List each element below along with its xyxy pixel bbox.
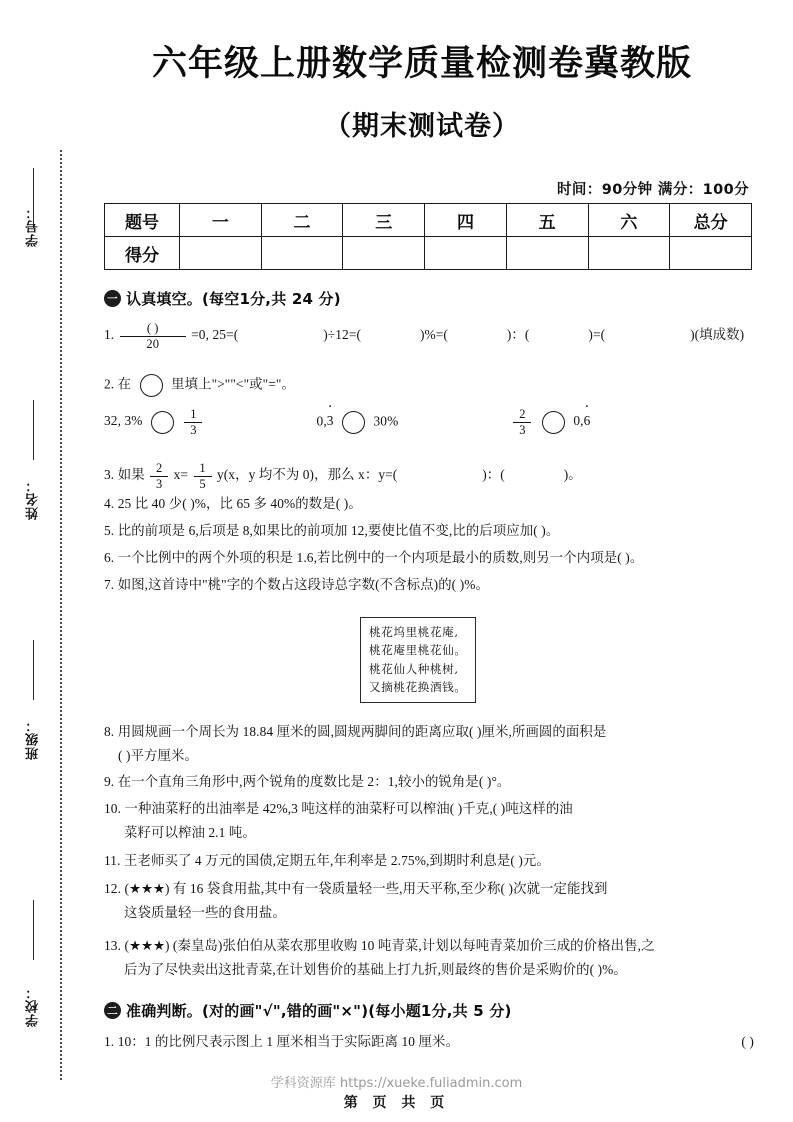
score-cell-2[interactable] [261,237,343,270]
score-table-col-1: 一 [180,204,262,237]
question-7 [104,575,754,594]
section-heading-text: 准确判断。(对的画"√",错的画"×")(每小题1分,共 5 分) [126,1002,512,1020]
score-table [104,203,752,270]
question-12-line-2 [124,903,774,922]
site-watermark: 学科资源库 https://xueke.fuliadmin.com [270,1076,523,1091]
question-7-number: 7. [104,577,115,592]
seal-field-student-id [14,205,54,252]
score-table-col-4: 四 [425,204,507,237]
poem-line: 桃花仙人种桃树, [369,661,459,676]
question-11-number: 11. [104,853,121,868]
judge-question-1 [104,1032,754,1051]
sealing-dotted-line [60,150,62,1080]
repeating-decimal-digit: 6 · [584,411,591,430]
answer-circle[interactable] [542,411,565,434]
question-2-text-b: 里填上">""<"或"="。 [171,376,295,392]
question-13-text-line-1: (秦皇岛)张伯伯从菜农那里收购 10 吨青菜,计划以每吨青菜加价三成的价格出售,之 [172,938,655,953]
seal-label-text: 学校： [25,985,41,1027]
judge-question-1-number: 1. [104,1034,115,1049]
seal-rule [33,900,34,960]
seal-field-school [14,985,54,1032]
question-5-number: 5. [104,523,115,538]
question-3-text-a: 如果 [117,467,145,483]
question-1-part-6: )(填成数) [690,327,745,343]
comparison-3-right-int: 0, [573,413,584,429]
question-12-line-1 [104,879,754,898]
score-table-col-2: 二 [261,204,343,237]
poem-figure [360,617,476,703]
difficulty-stars: (★★★) [124,938,170,953]
question-10-line-2 [124,823,774,842]
question-2-text-a: 在 [117,376,132,392]
question-8-text-line-2: ( )平方厘米。 [118,748,199,763]
question-10-number: 10. [104,801,122,816]
score-table-col-3: 三 [343,204,425,237]
question-12-text-line-1: 有 16 袋食用盐,其中有一袋质量轻一些,用天平称,至少称( )次就一定能找到 [172,881,608,896]
answer-circle[interactable] [151,411,174,434]
question-11-text: 王老师买了 4 万元的国债,定期五年,年利率是 2.75%,到期时利息是( )元。 [124,853,550,868]
question-1-part-5: )=( [588,327,606,343]
question-1-part-2: )÷12=( [323,327,362,343]
score-cell-5[interactable] [506,237,588,270]
section-header-fill-blank [104,288,341,309]
question-3 [104,462,754,490]
question-8-number: 8. [104,724,115,739]
difficulty-stars: (★★★) [124,881,170,896]
section-heading-text: 认真填空。(每空1分,共 24 分) [126,290,341,308]
answer-circle[interactable] [342,411,365,434]
section-marker-one: 一 [104,290,121,307]
question-4-number: 4. [104,496,115,511]
question-1-part-3: )%=( [419,327,448,343]
question-9-number: 9. [104,774,115,789]
repeating-decimal-digit: 3 · [327,411,334,430]
comparison-2-right: 30% [373,413,399,429]
score-table-label-number: 题号 [105,204,180,237]
question-2-comparisons [104,408,754,436]
comparison-1-right-fraction [184,408,202,436]
sealing-strip [0,0,72,1122]
question-13-line-1 [104,936,754,955]
fraction-denominator: 3 [519,422,526,437]
seal-rule [33,400,34,460]
question-10-text-line-2: 菜籽可以榨油 2.1 吨。 [124,825,256,840]
section-marker-two: 二 [104,1002,121,1019]
seal-label-text: 班级： [25,718,41,760]
question-4 [104,494,754,513]
score-cell-6[interactable] [588,237,670,270]
score-table-col-5: 五 [506,204,588,237]
question-10-line-1 [104,799,754,818]
judge-answer-paren[interactable]: ( ) [741,1034,754,1049]
question-12-number: 12. [104,881,122,896]
question-11 [104,851,754,870]
question-6-number: 6. [104,550,115,565]
question-1-number: 1. [104,327,115,343]
fraction-two-thirds [150,462,168,490]
fraction-numerator[interactable]: ( ) [120,322,186,337]
score-cell-total[interactable] [670,237,752,270]
question-3-text-e: )。 [563,467,582,483]
score-cell-3[interactable] [343,237,425,270]
fraction-denominator: 20 [146,336,160,351]
exam-meta: 时间：90分钟 满分：100分 [557,182,749,198]
page-title: 六年级上册数学质量检测卷冀教版 [151,44,692,84]
comparison-1-left: 32, 3% [104,413,143,429]
question-6-text: 一个比例中的两个外项的积是 1.6,若比例中的一个内项是最小的质数,则另一个内项是( )。 [117,550,644,565]
judge-question-1-text: 10：1 的比例尺表示图上 1 厘米相当于实际距离 10 厘米。 [117,1034,460,1049]
fraction-one-fifth [194,462,212,490]
question-3-number: 3. [104,467,115,483]
fraction-numerator: 1 [194,462,212,477]
question-2 [104,374,754,397]
question-1-part-1: =0, 25=( [191,327,239,343]
question-3-text-d: )：( [482,467,505,483]
seal-field-name [14,478,54,525]
question-3-text-c: y(x，y 均不为 0)，那么 x：y=( [216,467,398,483]
question-1 [104,322,754,350]
question-13-text-line-2: 后为了尽快卖出这批青菜,在计划售价的基础上打九折,则最终的售价是采购价的( )%。 [124,962,627,977]
question-10-text-line-1: 一种油菜籽的出油率是 42%,3 吨这样的油菜籽可以榨油( )千克,( )吨这样的油 [124,801,573,816]
question-3-text-b: x= [173,467,189,483]
score-cell-1[interactable] [180,237,262,270]
question-8-line-1 [104,722,754,741]
poem-line: 桃花坞里桃花庵, [369,625,459,639]
question-5-text: 比的前项是 6,后项是 8,如果比的前项加 12,要使比值不变,比的后项应加( )。 [117,523,560,538]
comparison-2 [257,411,457,434]
page-footer: 第 页 共 页 [343,1095,450,1111]
question-7-text: 如图,这首诗中"桃"字的个数占这段诗总字数(不含标点)的( )%。 [117,577,489,592]
score-table-col-6: 六 [588,204,670,237]
fraction-denominator: 3 [190,422,197,437]
seal-label-text: 学号： [25,205,41,247]
section-header-judgement [104,1000,512,1021]
question-9 [104,772,754,791]
fraction-numerator: 2 [513,408,531,423]
question-4-text: 25 比 40 少( )%，比 65 多 40%的数是( )。 [117,496,362,511]
fraction-denominator: 3 [155,476,163,491]
answer-circle[interactable] [140,374,163,397]
question-13-line-2 [124,960,774,979]
comparison-2-left-int: 0, [316,413,327,429]
seal-label-text: 姓名： [25,478,41,520]
comparison-1 [104,408,254,436]
page-subtitle: （期末测试卷） [324,111,520,142]
comparison-3 [461,408,641,436]
table-row-score [105,237,752,270]
score-table-label-score: 得分 [105,237,180,270]
fraction-numerator: 1 [184,408,202,423]
poem-line: 又摘桃花换酒钱。 [369,679,467,694]
comparison-3-left-fraction [513,408,531,436]
fraction-denominator: 5 [199,476,206,491]
question-8-line-2 [118,746,768,765]
question-1-part-4: )：( [506,327,530,343]
question-2-number: 2. [104,376,115,392]
seal-rule [33,640,34,700]
score-cell-4[interactable] [425,237,507,270]
fraction-numerator: 2 [150,462,168,477]
question-9-text: 在一个直角三角形中,两个锐角的度数比是 2：1,较小的锐角是( )°。 [117,774,511,789]
question-6 [104,548,754,567]
fraction-blank-over-20 [120,322,186,350]
question-8-text-line-1: 用圆规画一个周长为 18.84 厘米的圆,圆规两脚间的距离应取( )厘米,所画圆的面积是 [117,724,607,739]
table-row-header [105,204,752,237]
question-5 [104,521,754,540]
question-13-number: 13. [104,938,122,953]
question-12-text-line-2: 这袋质量轻一些的食用盐。 [124,905,286,920]
seal-field-class [14,718,54,765]
score-table-col-total: 总分 [670,204,752,237]
poem-line: 桃花庵里桃花仙。 [369,643,467,658]
